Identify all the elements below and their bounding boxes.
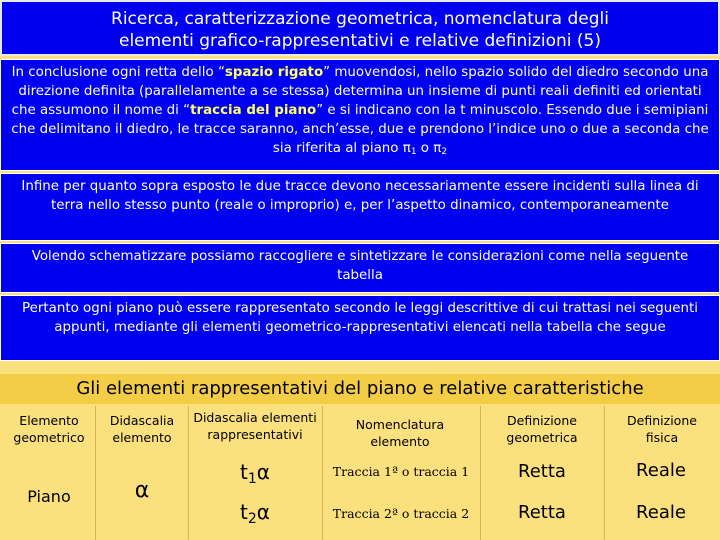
paragraph-box-3 <box>0 243 720 293</box>
table-title: Gli elementi rappresentativi del piano e relative caratteristiche <box>0 374 720 404</box>
page-title <box>2 2 718 52</box>
trace-2-geometric: Retta <box>518 502 566 523</box>
paragraph-box-4 <box>0 295 720 361</box>
column-divider <box>480 406 481 540</box>
paragraph-1: In conclusione ogni retta dello “spazio rigato” muovendosi, nello spazio solido del diedro secondo una direzione definita (parallelamente a se stessa) determina un insieme di punti reali definiti ed orientati che assumono il nome di “traccia del piano” e si indicano con la t minuscolo. Essendo due i semipiani che delimitano il diedro, le tracce saranno, anch’esse, due e prendono l’indice uno o due a seconda che sia riferita al piano $\pi_1$ o $\pi_2$ <box>11 65 709 157</box>
header-nomenclatura: Nomenclatura elemento <box>355 417 445 449</box>
column-divider <box>188 406 189 540</box>
paragraph-3: Volendo schematizzare possiamo raccogliere e sintetizzare le considerazioni come nella seguente tabella <box>31 249 689 283</box>
header-definizione-geometrica: Definizione geometrica <box>506 413 578 445</box>
element-caption-alpha: α <box>134 478 150 503</box>
title-box <box>0 0 720 56</box>
element-piano: Piano <box>27 487 71 506</box>
paragraph-2: Infine per quanto sopra esposto le due tracce devono necessariamente essere incidenti sulla linea di terra nello stesso punto (reale o improprio) e, per l’aspetto dinamico, contemporaneamente <box>21 179 699 213</box>
trace-2-physical: Reale <box>636 502 686 523</box>
header-didascalia-elementi: Didascalia elementi rappresentativi <box>193 410 317 442</box>
title-line-2: elementi grafico-rappresentativi e relative definizioni (5) <box>118 31 602 51</box>
trace-2-symbol: $t_2\alpha$ <box>240 500 270 527</box>
header-definizione-fisica: Definizione fisica <box>627 413 697 445</box>
trace-1-geometric: Retta <box>518 461 566 482</box>
trace-2-name: Traccia 2ª o traccia 2 <box>332 506 470 521</box>
highlight-traccia-del-piano: traccia del piano <box>190 103 317 118</box>
paragraph-box-1 <box>0 59 720 171</box>
title-line-1: Ricerca, caratterizzazione geometrica, nomenclatura degli <box>111 9 609 29</box>
trace-1-symbol: $t_1\alpha$ <box>240 460 270 487</box>
column-divider <box>604 406 605 540</box>
column-divider <box>95 406 96 540</box>
header-elemento-geometrico: Elemento geometrico <box>13 413 85 445</box>
trace-1-physical: Reale <box>636 460 686 481</box>
highlight-spazio-rigato: spazio rigato <box>224 65 324 80</box>
trace-1-name: Traccia 1ª o traccia 1 <box>332 464 470 479</box>
paragraph-box-2 <box>0 173 720 241</box>
paragraph-4: Pertanto ogni piano può essere rappresentato secondo le leggi descrittive di cui trattasi nei seguenti appunti, mediante gli elementi geometrico-rappresentativi elencati nella tabella che segue <box>22 301 698 335</box>
elements-table <box>0 374 720 540</box>
column-divider <box>322 406 323 540</box>
header-didascalia-elemento: Didascalia elemento <box>109 413 175 445</box>
